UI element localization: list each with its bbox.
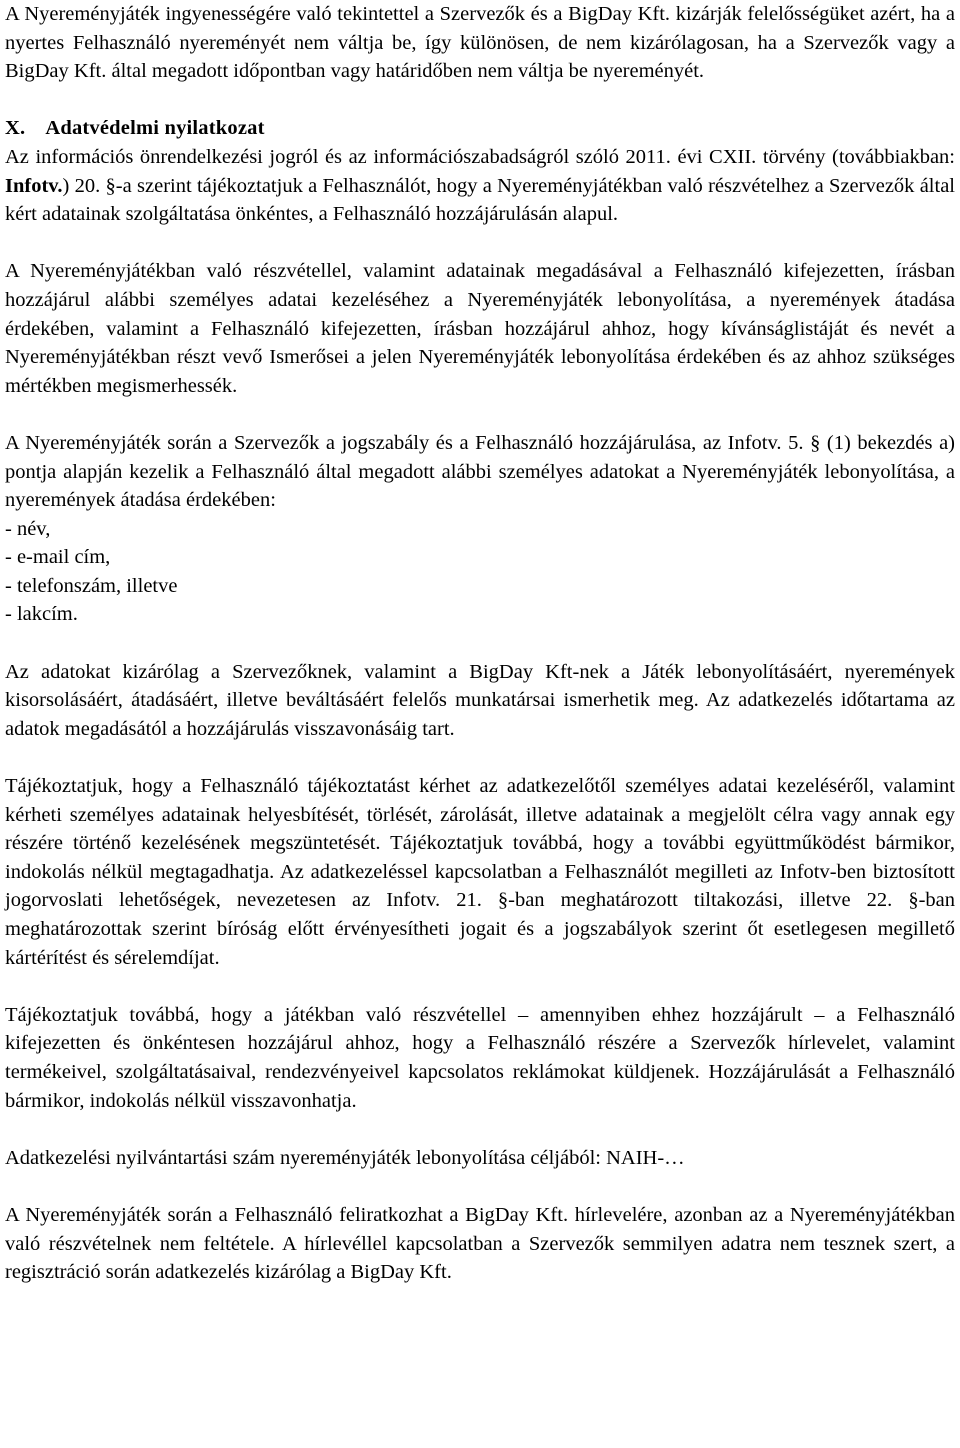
paragraph-infotv-intro [5, 143, 955, 229]
paragraph-registration-number: Adatkezelési nyilvántartási szám nyereményjáték lebonyolítása céljából: NAIH-… [5, 1146, 685, 1169]
paragraph-data-access: Az adatokat kizárólag a Szervezőknek, valamint a BigDay Kft-nek a Játék lebonyolításáért, nyeremények kisorsolásáért, átadásáért, illetve beváltásáért felelős munkatársai ismerhetik meg. Az adatkezelés időtartama az adatok megadásától a hozzájárulás visszavonásáig tart. [5, 660, 955, 740]
list-item-email: - e-mail cím, [5, 546, 111, 569]
personal-data-list [5, 515, 955, 629]
paragraph-bigday-newsletter: A Nyereményjáték során a Felhasználó feliratkozhat a BigDay Kft. hírlevelére, azonban az a Nyereményjátékban való részvételnek nem feltétele. A hírlevéllel kapcsolatban a Szervezők semmilyen adatra nem tesznek szert, a regisztráció során adatkezelés kizárólag a BigDay Kft. [5, 1203, 955, 1284]
infotv-text-before: Az információs önrendelkezési jogról és az információszabadságról szóló 2011. évi CXII. törvény (továbbiakban: [5, 145, 955, 168]
infotv-text-after: ) 20. §-a szerint tájékoztatjuk a Felhasználót, hogy a Nyereményjátékban való részvételhez a Szervezők által kért adatainak szolgáltatása önkéntes, a Felhasználó hozzájárulásán alapul. [5, 174, 955, 226]
section-title: Adatvédelmi nyilatkozat [45, 117, 265, 140]
document-page [5, 0, 955, 1287]
paragraph-consent: A Nyereményjátékban való részvétellel, valamint adatainak megadásával a Felhasználó kifejezetten, írásban hozzájárul alábbi személyes adatai kezeléséhez a Nyereményjáték lebonyolítása, a nyeremények átadása érdekében, valamint a Felhasználó kifejezetten, írásban hozzájárul ahhoz, hogy kívánságlistáját és nevét a Nyereményjátékban részt vevő Ismerősei a jelen Nyereményjáték lebonyolítása érdekében és az ahhoz szükséges mértékben megismerhessék. [5, 260, 955, 397]
paragraph-newsletter-consent: Tájékoztatjuk továbbá, hogy a játékban való részvétellel – amennyiben ehhez hozzájárult – a Felhasználó kifejezetten és önkéntesen hozzájárul ahhoz, hogy a Felhasználó részére a Szervezők hírlevelet, valamint termékeivel, szolgáltatásaival, rendezvényeivel kapcsolatos reklámokat küldjenek. Hozzájárulását a Felhasználó bármikor, indokolás nélkül visszavonhatja. [5, 1003, 955, 1112]
paragraph-user-rights: Tájékoztatjuk, hogy a Felhasználó tájékoztatást kérhet az adatkezelőtől személyes adatai kezeléséről, valamint kérheti személyes adatainak helyesbítését, törlését, zárolását, illetve adatainak a megjelölt célra vagy annak egy részére történő kezelésének megszüntetését. Tájékoztatjuk továbbá, hogy a további együttműködést bármikor, indokolás nélkül megtagadhatja. Az adatkezeléssel kapcsolatban a Felhasználót megilleti az Infotv-ben biztosított jogorvoslati lehetőségek, nevezetesen az Infotv. 21. §-ban meghatározott tiltakozási, illetve 22. §-ban meghatározottak szerint bíróság előtt érvényesítheti jogait és a jogszabályok szerint őt esetlegesen megillető kártérítést és sérelemdíjat. [5, 775, 955, 969]
section-heading [5, 114, 955, 143]
list-item-phone: - telefonszám, illetve [5, 574, 178, 597]
paragraph-liability: A Nyereményjáték ingyenességére való tekintettel a Szervezők és a BigDay Kft. kizárják felelősségüket azért, ha a nyertes Felhasználó nyereményét nem váltja be, így különösen, de nem kizárólagosan, ha a Szervezők vagy a BigDay Kft. által megadott időpontban vagy határidőben nem váltja be nyereményét. [5, 3, 955, 83]
infotv-abbreviation: Infotv. [5, 174, 63, 197]
list-item-name: - név, [5, 517, 51, 540]
section-number: X. [5, 117, 26, 140]
paragraph-legal-basis: A Nyereményjáték során a Szervezők a jogszabály és a Felhasználó hozzájárulása, az Infotv. 5. § (1) bekezdés a) pontja alapján kezelik a Felhasználó által megadott alábbi személyes adatokat a Nyereményjáték lebonyolítása, a nyeremények átadása érdekében: [5, 431, 955, 512]
list-item-address: - lakcím. [5, 603, 78, 626]
